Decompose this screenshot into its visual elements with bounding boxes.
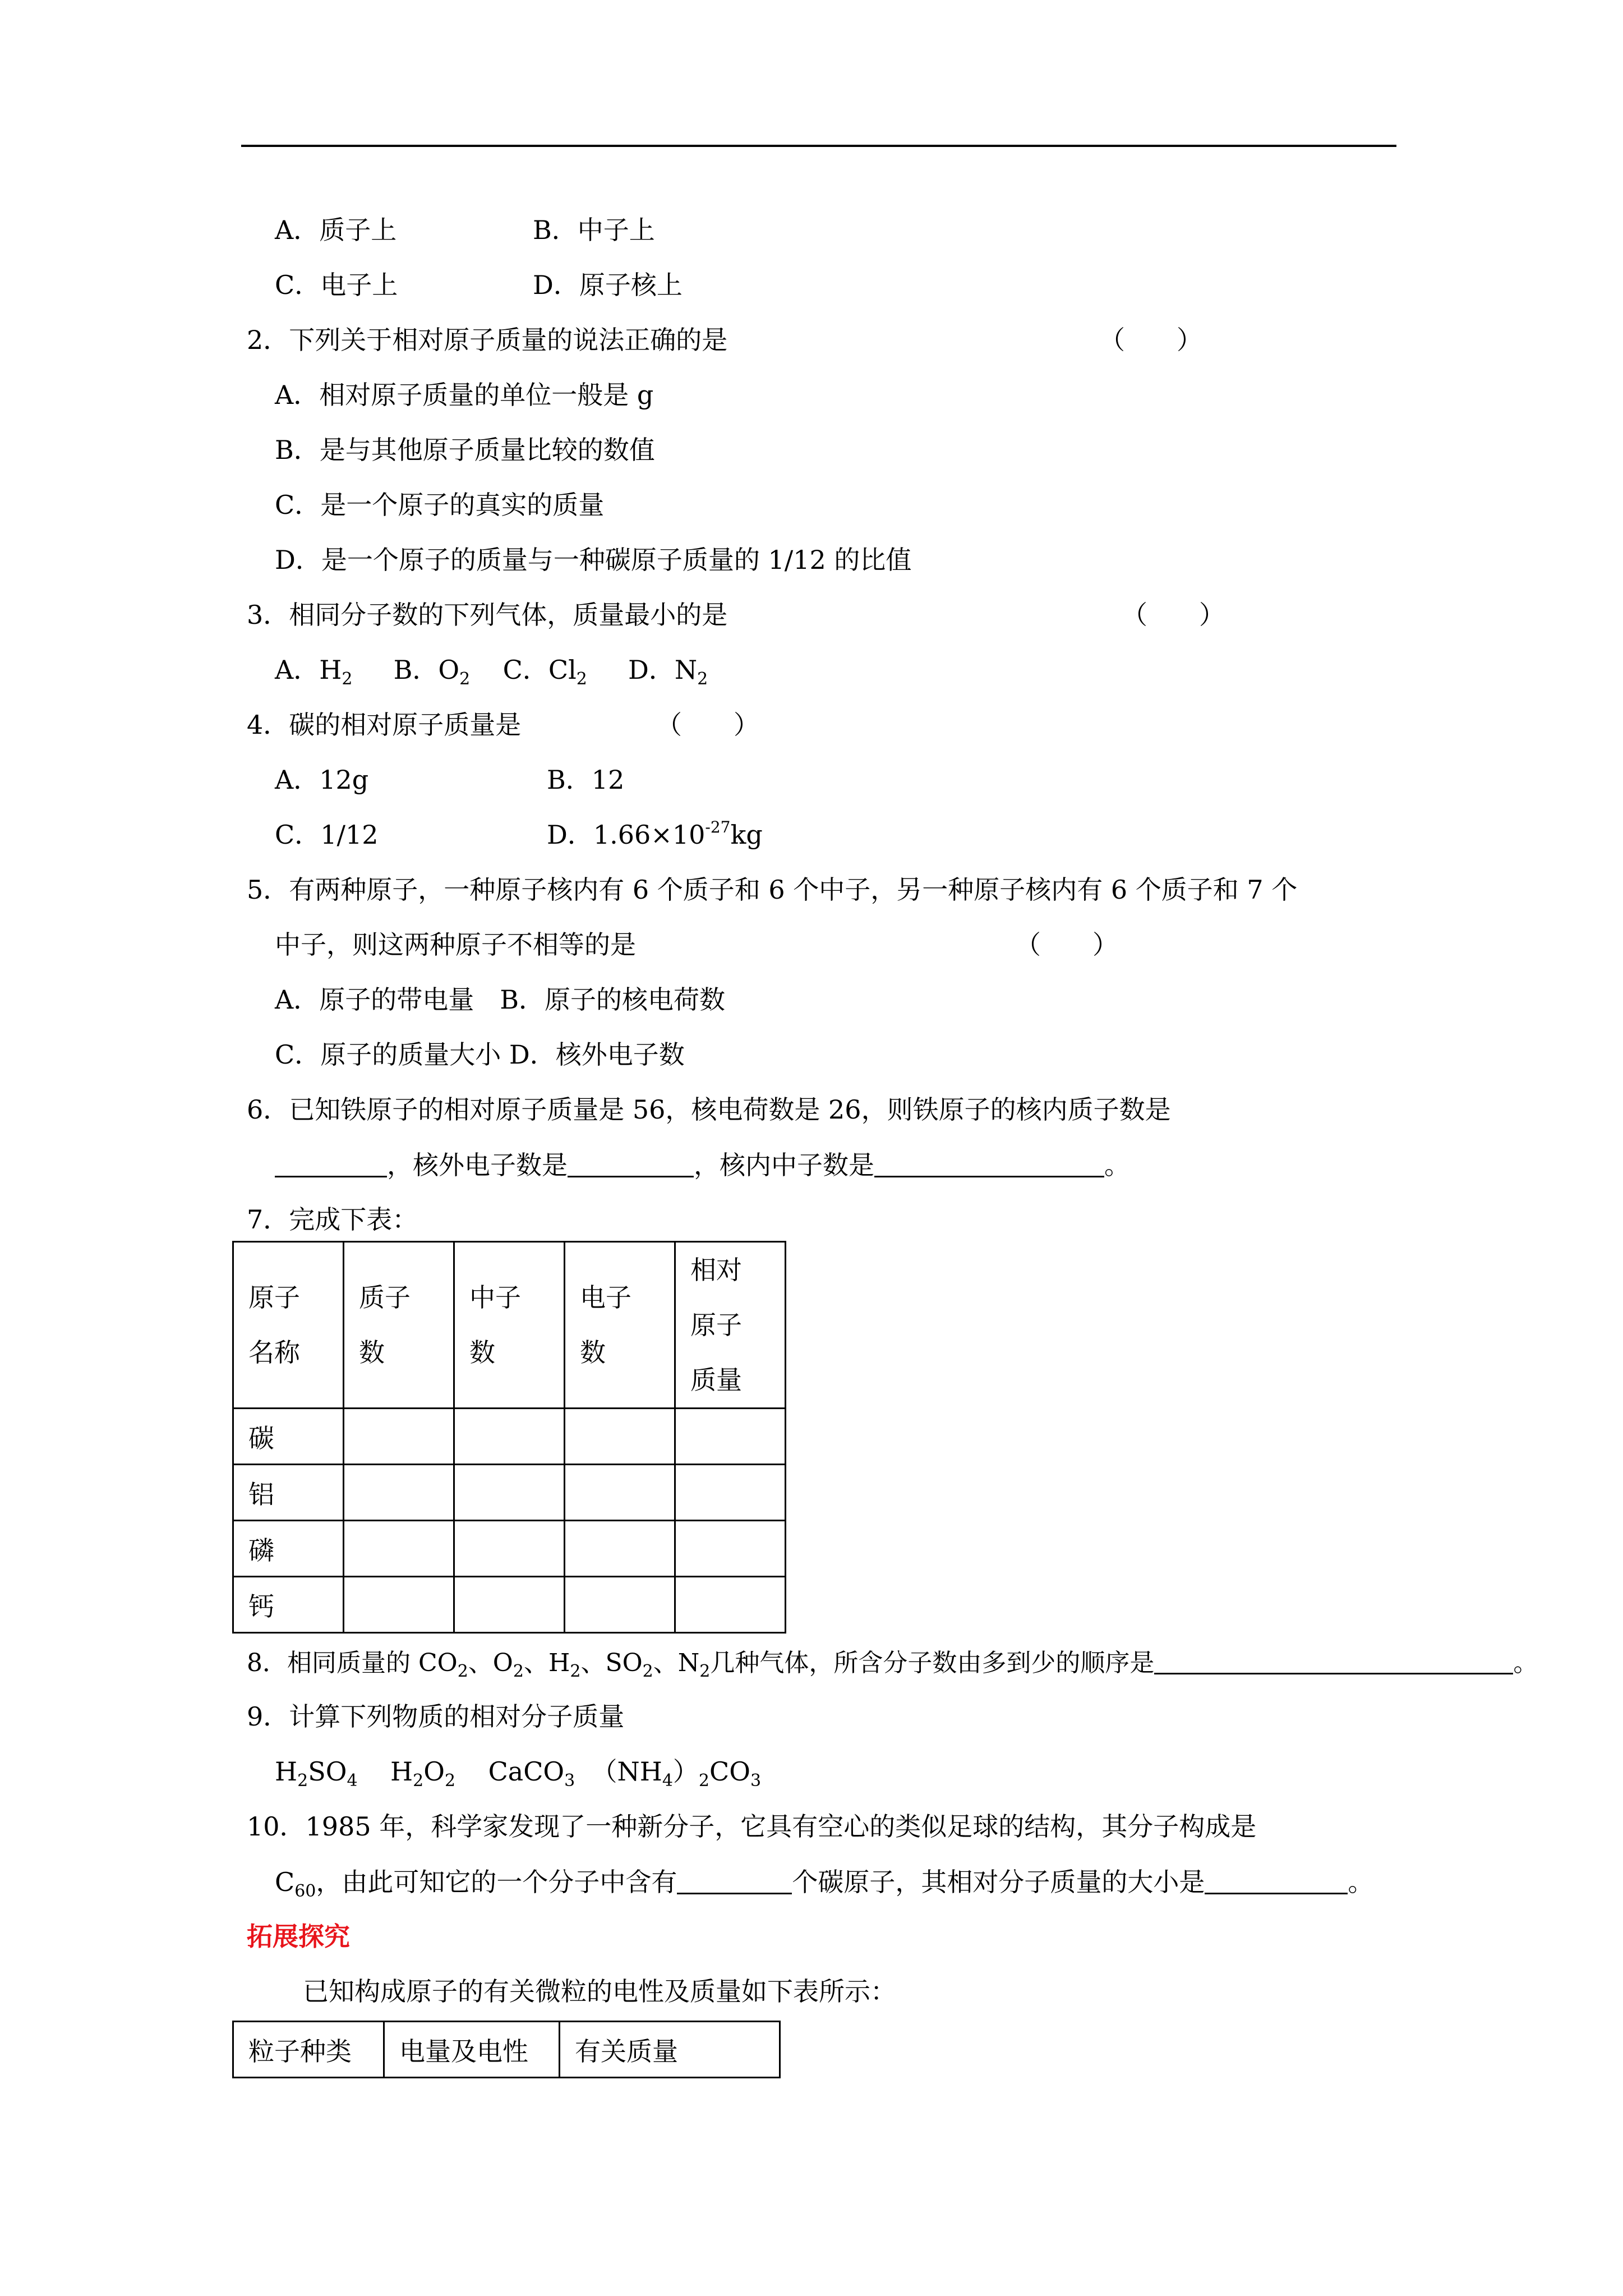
table-row — [233, 1465, 786, 1521]
q3-option-b: B．$O_2$ — [393, 655, 471, 689]
q7-header-mass: 相对 原子 质量 — [675, 1242, 786, 1409]
q9-formula-h2so4: $H_2SO_4$ — [275, 1756, 358, 1791]
q7-header-neutrons: 中子 数 — [454, 1242, 565, 1409]
q3-options — [275, 653, 708, 687]
q4-answer-paren: （ ） — [656, 710, 759, 740]
q6-blank-electrons[interactable] — [568, 1148, 694, 1177]
q5-stem-line1: 5．有两种原子，一种原子核内有 6 个质子和 6 个中子，另一种原子核内有 6 个质子和 7 个 — [247, 875, 1298, 905]
header-rule — [241, 145, 1396, 147]
q10-blank-atoms[interactable] — [677, 1865, 792, 1894]
q2-option-b: B．是与其他原子质量比较的数值 — [275, 435, 655, 465]
q5-options-ab: A．原子的带电量 B．原子的核电荷数 — [275, 984, 726, 1015]
q6-blank-protons[interactable] — [275, 1148, 387, 1177]
q6-stem: 6．已知铁原子的相对原子质量是 56，核电荷数是 26，则铁原子的核内质子数是 — [247, 1094, 1171, 1125]
q3-option-d: D．$N_2$ — [628, 655, 708, 689]
extension-table — [232, 2021, 781, 2078]
extension-header-particle: 粒子种类 — [233, 2022, 384, 2078]
q7-cell[interactable] — [675, 1465, 786, 1521]
q7-cell[interactable] — [344, 1577, 454, 1633]
q7-row-calcium: 钙 — [233, 1577, 344, 1633]
q7-cell[interactable] — [565, 1521, 675, 1577]
q3-stem: 3．相同分子数的下列气体，质量最小的是 — [247, 600, 728, 630]
q9-formula-nh4-2co3: $(NH_4)_2CO_3$ — [591, 1756, 762, 1791]
q4-option-d: D．$1.66\times 10^{-27}kg$ — [547, 818, 763, 850]
extension-header-charge: 电量及电性 — [384, 2022, 560, 2078]
q7-cell[interactable] — [344, 1521, 454, 1577]
q4-option-a: A．12g — [275, 765, 369, 795]
q5-stem-line2: 中子，则这两种原子不相等的是 — [275, 930, 636, 960]
q7-cell[interactable] — [344, 1465, 454, 1521]
q7-header-name: 原子 名称 — [233, 1242, 344, 1409]
q2-answer-paren: （ ） — [1099, 325, 1202, 355]
q7-row-phosphorus: 磷 — [233, 1521, 344, 1577]
q7-cell[interactable] — [565, 1409, 675, 1465]
q9-formula-h2o2: $H_2O_2$ — [390, 1756, 456, 1791]
table-row — [233, 1409, 786, 1465]
q10-blanks-line: $C_{60}$，由此可知它的一个分子中含有 个碳原子，其相对分子质量的大小是 。 — [275, 1865, 1373, 1899]
q10-stem: 10．1985 年，科学家发现了一种新分子，它具有空心的类似足球的结构，其分子构成是 — [247, 1811, 1257, 1842]
q7-cell[interactable] — [454, 1409, 565, 1465]
q7-cell[interactable] — [344, 1409, 454, 1465]
q4-option-c: C．1/12 — [275, 820, 379, 850]
q6-blank-neutrons[interactable] — [874, 1148, 1104, 1177]
extension-title: 拓展探究 — [247, 1921, 350, 1952]
q9-stem: 9．计算下列物质的相对分子质量 — [247, 1701, 625, 1732]
q9-formulas — [275, 1755, 762, 1791]
extension-intro: 已知构成原子的有关微粒的电性及质量如下表所示： — [303, 1976, 896, 2007]
q1-option-b: B．中子上 — [533, 215, 655, 245]
q5-answer-paren: （ ） — [1015, 930, 1118, 960]
q3-option-a: A．$H_2$ — [275, 655, 353, 689]
q4-stem: 4．碳的相对原子质量是 — [247, 710, 522, 740]
q7-row-carbon: 碳 — [233, 1409, 344, 1465]
q4-option-b: B．12 — [547, 765, 625, 795]
q10-blank-mass[interactable] — [1205, 1865, 1348, 1894]
q2-option-a: A．相对原子质量的单位一般是 g — [275, 380, 654, 410]
q7-header-protons: 质子 数 — [344, 1242, 454, 1409]
q8-stem: 8．相同质量的 $CO_2$、$O_2$、$H_2$、$SO_2$、$N_2$几种气体，所含分子数由多到少的顺序是 。 — [247, 1645, 1538, 1680]
q6-blanks-line: ，核外电子数是 ，核内中子数是 。 — [275, 1148, 1130, 1182]
q7-row-aluminum: 铝 — [233, 1465, 344, 1521]
q7-cell[interactable] — [454, 1465, 565, 1521]
q7-cell[interactable] — [675, 1577, 786, 1633]
q2-option-d: D．是一个原子的质量与一种碳原子质量的 1/12 的比值 — [275, 545, 912, 575]
q7-cell[interactable] — [675, 1521, 786, 1577]
q7-cell[interactable] — [454, 1521, 565, 1577]
q7-cell[interactable] — [565, 1577, 675, 1633]
q3-answer-paren: （ ） — [1122, 600, 1225, 630]
q7-cell[interactable] — [675, 1409, 786, 1465]
q2-stem: 2．下列关于相对原子质量的说法正确的是 — [247, 325, 728, 355]
extension-header-mass: 有关质量 — [560, 2022, 780, 2078]
q2-option-c: C．是一个原子的真实的质量 — [275, 490, 605, 520]
q7-table — [232, 1241, 786, 1634]
q8-blank-order[interactable] — [1154, 1645, 1513, 1674]
q3-option-c: C．$Cl_2$ — [502, 655, 587, 689]
q1-option-d: D．原子核上 — [533, 270, 683, 300]
q7-cell[interactable] — [565, 1465, 675, 1521]
q1-option-c: C．电子上 — [275, 270, 398, 300]
q7-stem: 7．完成下表： — [247, 1204, 418, 1235]
q7-cell[interactable] — [454, 1577, 565, 1633]
q1-option-a: A．质子上 — [275, 215, 397, 245]
q7-header-electrons: 电子 数 — [565, 1242, 675, 1409]
table-row — [233, 1577, 786, 1633]
q9-formula-caco3: CaCO$_3$ — [488, 1756, 575, 1791]
table-row — [233, 1521, 786, 1577]
q5-options-cd: C．原子的质量大小 D．核外电子数 — [275, 1039, 685, 1070]
